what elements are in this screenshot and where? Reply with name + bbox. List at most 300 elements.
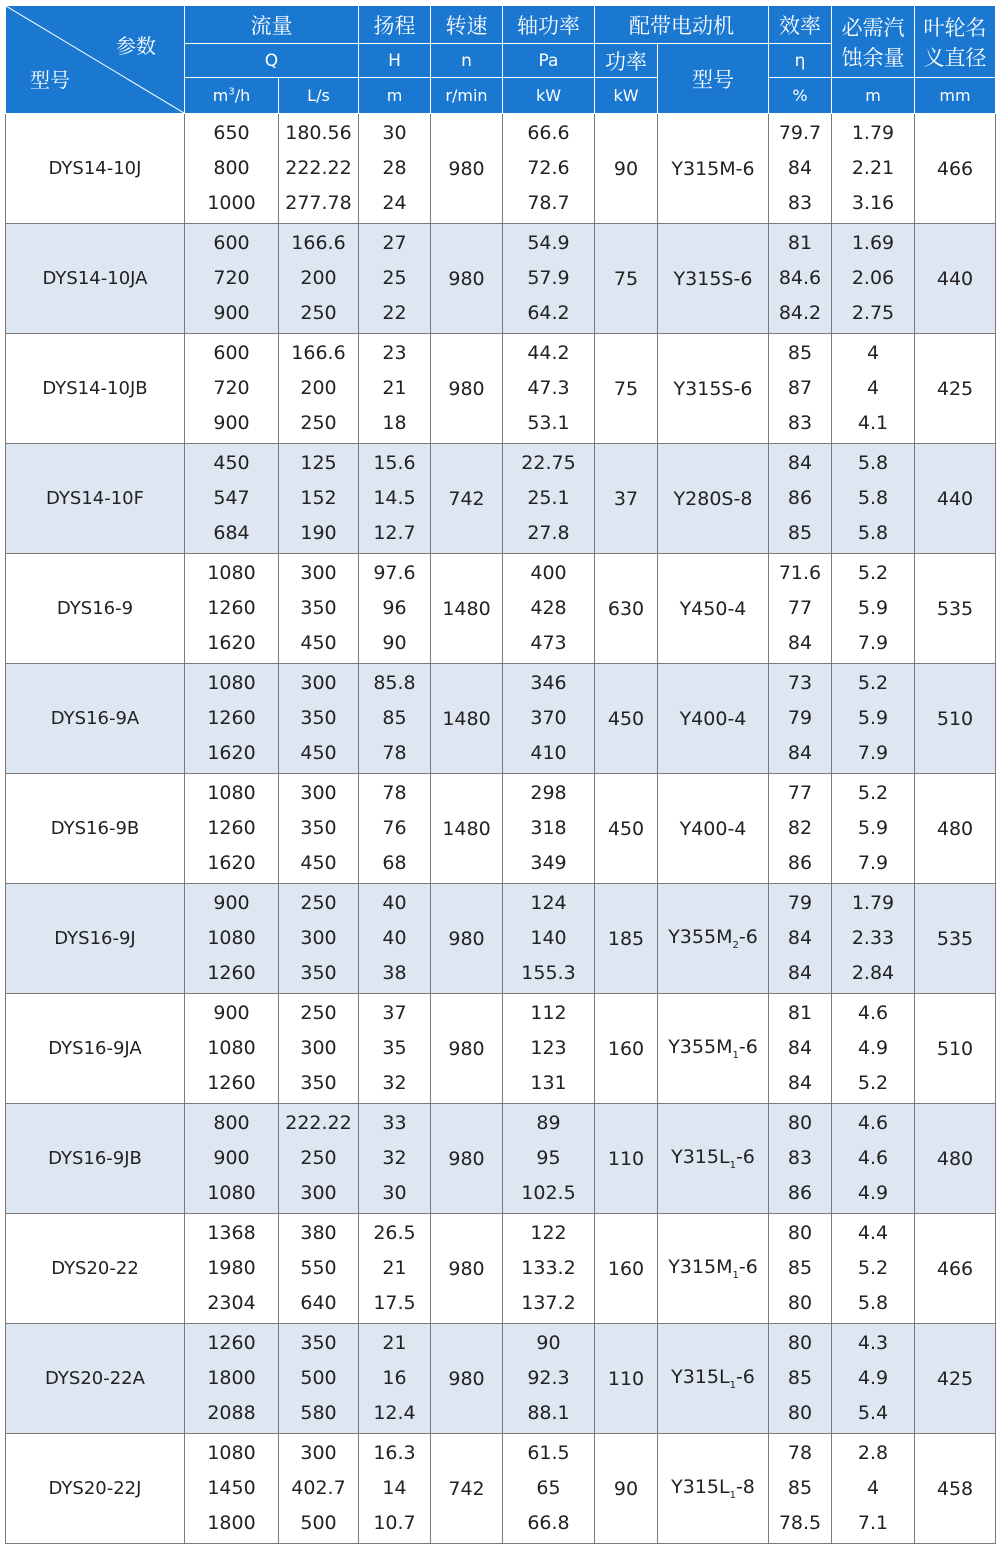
head-cell-value: 10.7 xyxy=(373,1512,416,1534)
head-cell-value: 16 xyxy=(382,1367,407,1389)
head-cell-value: 85 xyxy=(382,707,407,729)
flow-m3h-cell-value: 1260 xyxy=(207,962,256,984)
flow-ls-cell xyxy=(279,224,359,334)
shaft-power-cell-value: 400 xyxy=(530,562,567,584)
flow-ls-cell-value: 300 xyxy=(300,927,337,949)
motor-model-sub: 2 xyxy=(732,939,739,951)
flow-ls-cell-value: 250 xyxy=(300,892,337,914)
npsh-cell-value: 7.1 xyxy=(857,1512,889,1534)
header-efficiency-symbol: η xyxy=(769,44,832,78)
motor-model-base: Y315S xyxy=(673,377,734,400)
flow-ls-cell-value: 300 xyxy=(300,672,337,694)
npsh-cell xyxy=(832,1214,915,1324)
shaft-power-cell-value: 131 xyxy=(530,1072,567,1094)
shaft-power-cell-value: 22.75 xyxy=(521,452,576,474)
head-cell-value: 21 xyxy=(382,1257,407,1279)
motor-model-tail: -8 xyxy=(735,1476,755,1499)
header-speed-unit: r/min xyxy=(431,78,503,114)
flow-m3h-cell xyxy=(185,1214,279,1324)
npsh-cell-value: 4.4 xyxy=(857,1222,889,1244)
shaft-power-cell-value: 44.2 xyxy=(527,342,570,364)
flow-m3h-cell-value: 1080 xyxy=(207,782,256,804)
speed-cell: 980 xyxy=(431,1214,503,1324)
motor-model-tail: -6 xyxy=(738,1256,758,1279)
flow-m3h-cell-value: 684 xyxy=(213,522,250,544)
npsh-cell-value: 1.79 xyxy=(851,122,895,144)
speed-cell: 742 xyxy=(431,1434,503,1544)
shaft-power-cell-value: 61.5 xyxy=(527,1442,570,1464)
table-header xyxy=(6,6,996,114)
flow-ls-cell-value: 300 xyxy=(300,1182,337,1204)
flow-ls-cell-value: 180.56 xyxy=(285,122,352,144)
header-efficiency: 效率 xyxy=(769,6,832,44)
efficiency-cell-value: 84 xyxy=(787,962,813,984)
head-cell-value: 18 xyxy=(382,412,407,434)
impeller-diameter-cell: 535 xyxy=(915,884,996,994)
motor-model-cell xyxy=(658,224,769,334)
header-impeller-line1: 叶轮名 xyxy=(923,15,987,40)
impeller-diameter-cell: 480 xyxy=(915,1104,996,1214)
flow-m3h-cell xyxy=(185,664,279,774)
npsh-cell-value: 4.3 xyxy=(857,1332,889,1354)
efficiency-cell-value: 84 xyxy=(787,1072,813,1094)
flow-ls-cell-value: 350 xyxy=(300,707,337,729)
shaft-power-cell-value: 47.3 xyxy=(527,377,570,399)
motor-model-cell xyxy=(658,114,769,224)
pump-spec-table xyxy=(5,5,996,1544)
table-body xyxy=(6,114,996,1544)
efficiency-cell-value: 71.6 xyxy=(778,562,822,584)
flow-m3h-cell-value: 1080 xyxy=(207,1037,256,1059)
shaft-power-cell-value: 137.2 xyxy=(521,1292,576,1314)
flow-ls-cell-value: 300 xyxy=(300,782,337,804)
npsh-cell-value: 2.33 xyxy=(851,927,895,949)
head-cell xyxy=(359,664,431,774)
efficiency-cell-value: 85 xyxy=(787,342,813,364)
motor-power-cell: 90 xyxy=(595,114,658,224)
motor-power-cell: 450 xyxy=(595,774,658,884)
table-row xyxy=(6,1324,996,1434)
header-efficiency-unit: % xyxy=(769,78,832,114)
npsh-cell-value: 5.2 xyxy=(857,1072,889,1094)
table-row xyxy=(6,994,996,1104)
shaft-power-cell-value: 25.1 xyxy=(527,487,570,509)
shaft-power-cell-value: 54.9 xyxy=(527,232,570,254)
model-cell: DYS14-10JB xyxy=(6,334,185,444)
motor-model-tail: -6 xyxy=(738,926,758,949)
flow-m3h-cell-value: 547 xyxy=(213,487,250,509)
efficiency-cell-value: 77 xyxy=(787,597,813,619)
shaft-power-cell xyxy=(503,1324,595,1434)
flow-ls-cell-value: 450 xyxy=(300,632,337,654)
head-cell-value: 26.5 xyxy=(373,1222,416,1244)
npsh-cell-value: 5.9 xyxy=(857,817,889,839)
npsh-cell xyxy=(832,884,915,994)
efficiency-cell-value: 85 xyxy=(787,1257,813,1279)
efficiency-cell-value: 84 xyxy=(787,157,813,179)
speed-cell: 980 xyxy=(431,334,503,444)
motor-model-tail: -6 xyxy=(738,1036,758,1059)
npsh-cell-value: 2.75 xyxy=(851,302,895,324)
model-cell: DYS16-9 xyxy=(6,554,185,664)
head-cell-value: 97.6 xyxy=(373,562,416,584)
head-cell xyxy=(359,334,431,444)
flow-ls-cell xyxy=(279,664,359,774)
flow-ls-cell-value: 550 xyxy=(300,1257,337,1279)
flow-ls-cell-value: 200 xyxy=(300,267,337,289)
efficiency-cell-value: 84 xyxy=(787,632,813,654)
speed-cell: 980 xyxy=(431,224,503,334)
npsh-cell-value: 5.9 xyxy=(857,597,889,619)
diagonal-divider xyxy=(6,6,184,113)
head-cell-value: 21 xyxy=(382,1332,407,1354)
shaft-power-cell-value: 428 xyxy=(530,597,567,619)
flow-m3h-cell-value: 800 xyxy=(213,157,250,179)
efficiency-cell-value: 86 xyxy=(787,1182,813,1204)
efficiency-cell-value: 79 xyxy=(787,707,813,729)
flow-ls-cell-value: 222.22 xyxy=(285,1112,352,1134)
flow-m3h-cell-value: 1620 xyxy=(207,632,256,654)
table-row xyxy=(6,114,996,224)
table-row xyxy=(6,1214,996,1324)
head-cell-value: 21 xyxy=(382,377,407,399)
head-cell-value: 68 xyxy=(382,852,407,874)
flow-ls-cell-value: 200 xyxy=(300,377,337,399)
head-cell-value: 33 xyxy=(382,1112,407,1134)
flow-ls-cell-value: 450 xyxy=(300,742,337,764)
motor-model-base: Y315S xyxy=(673,267,734,290)
header-flow-unit-ls: L/s xyxy=(279,78,359,114)
efficiency-cell xyxy=(769,1434,832,1544)
npsh-cell xyxy=(832,114,915,224)
motor-model-tail: -4 xyxy=(727,597,747,620)
npsh-cell-value: 4.9 xyxy=(857,1367,889,1389)
header-npsh-line1: 必需汽 xyxy=(841,15,905,40)
flow-ls-cell-value: 580 xyxy=(300,1402,337,1424)
npsh-cell xyxy=(832,554,915,664)
unit-m3h-tail: /h xyxy=(234,86,251,105)
model-cell: DYS16-9JA xyxy=(6,994,185,1104)
flow-m3h-cell xyxy=(185,1434,279,1544)
shaft-power-cell-value: 57.9 xyxy=(527,267,570,289)
npsh-cell xyxy=(832,444,915,554)
npsh-cell-value: 1.69 xyxy=(851,232,895,254)
motor-model-sub: 1 xyxy=(729,1379,736,1391)
flow-m3h-cell-value: 1260 xyxy=(207,597,256,619)
flow-ls-cell xyxy=(279,114,359,224)
efficiency-cell-value: 84.6 xyxy=(778,267,822,289)
shaft-power-cell-value: 140 xyxy=(530,927,567,949)
head-cell-value: 16.3 xyxy=(373,1442,416,1464)
motor-model-base: Y315M xyxy=(671,157,736,180)
head-cell-value: 12.7 xyxy=(373,522,416,544)
header-impeller xyxy=(915,6,996,78)
flow-ls-cell-value: 350 xyxy=(300,962,337,984)
flow-m3h-cell-value: 1450 xyxy=(207,1477,256,1499)
unit-m3h-sup: 3 xyxy=(228,86,235,98)
speed-cell: 1480 xyxy=(431,774,503,884)
head-cell-value: 85.8 xyxy=(373,672,416,694)
efficiency-cell xyxy=(769,664,832,774)
flow-m3h-cell-value: 1620 xyxy=(207,852,256,874)
head-cell-value: 76 xyxy=(382,817,407,839)
header-speed: 转速 xyxy=(431,6,503,44)
npsh-cell-value: 5.8 xyxy=(857,522,889,544)
flow-m3h-cell-value: 900 xyxy=(213,892,250,914)
flow-ls-cell-value: 350 xyxy=(300,597,337,619)
shaft-power-cell xyxy=(503,1434,595,1544)
efficiency-cell-value: 83 xyxy=(787,192,813,214)
npsh-cell-value: 4.6 xyxy=(857,1002,889,1024)
head-cell xyxy=(359,1434,431,1544)
head-cell-value: 96 xyxy=(382,597,407,619)
shaft-power-cell-value: 53.1 xyxy=(527,412,570,434)
flow-m3h-cell-value: 900 xyxy=(213,412,250,434)
npsh-cell-value: 5.2 xyxy=(857,782,889,804)
motor-model-base: Y315L xyxy=(671,1366,730,1389)
flow-ls-cell-value: 350 xyxy=(300,1072,337,1094)
impeller-diameter-cell: 510 xyxy=(915,994,996,1104)
flow-ls-cell xyxy=(279,994,359,1104)
efficiency-cell xyxy=(769,1104,832,1214)
efficiency-cell-value: 85 xyxy=(787,522,813,544)
head-cell-value: 15.6 xyxy=(373,452,416,474)
head-cell-value: 40 xyxy=(382,927,407,949)
npsh-cell xyxy=(832,1434,915,1544)
motor-model-tail: -6 xyxy=(733,377,753,400)
head-cell-value: 78 xyxy=(382,782,407,804)
motor-model-tail: -6 xyxy=(733,267,753,290)
head-cell-value: 14 xyxy=(382,1477,407,1499)
motor-model-cell xyxy=(658,884,769,994)
header-impeller-line2: 义直径 xyxy=(923,45,987,70)
model-cell: DYS14-10J xyxy=(6,114,185,224)
model-cell: DYS14-10F xyxy=(6,444,185,554)
head-cell xyxy=(359,444,431,554)
header-impeller-unit: mm xyxy=(915,78,996,114)
shaft-power-cell-value: 473 xyxy=(530,632,567,654)
npsh-cell-value: 4.6 xyxy=(857,1112,889,1134)
npsh-cell xyxy=(832,1104,915,1214)
shaft-power-cell-value: 298 xyxy=(530,782,567,804)
efficiency-cell-value: 79 xyxy=(787,892,813,914)
head-cell-value: 40 xyxy=(382,892,407,914)
efficiency-cell-value: 86 xyxy=(787,487,813,509)
npsh-cell-value: 5.2 xyxy=(857,1257,889,1279)
shaft-power-cell xyxy=(503,224,595,334)
head-cell xyxy=(359,1214,431,1324)
flow-ls-cell xyxy=(279,774,359,884)
motor-model-sub: 1 xyxy=(732,1269,739,1281)
efficiency-cell-value: 84 xyxy=(787,927,813,949)
efficiency-cell-value: 81 xyxy=(787,232,813,254)
motor-power-cell: 160 xyxy=(595,994,658,1104)
npsh-cell xyxy=(832,224,915,334)
shaft-power-cell xyxy=(503,664,595,774)
efficiency-cell-value: 78 xyxy=(787,1442,813,1464)
speed-cell: 1480 xyxy=(431,664,503,774)
efficiency-cell xyxy=(769,114,832,224)
flow-ls-cell-value: 402.7 xyxy=(291,1477,346,1499)
header-head-unit: m xyxy=(359,78,431,114)
head-cell xyxy=(359,1104,431,1214)
shaft-power-cell-value: 78.7 xyxy=(527,192,570,214)
efficiency-cell-value: 87 xyxy=(787,377,813,399)
table-row xyxy=(6,1104,996,1214)
head-cell xyxy=(359,994,431,1104)
flow-m3h-cell xyxy=(185,114,279,224)
head-cell-value: 24 xyxy=(382,192,407,214)
model-cell: DYS20-22 xyxy=(6,1214,185,1324)
flow-ls-cell-value: 250 xyxy=(300,1147,337,1169)
flow-ls-cell-value: 250 xyxy=(300,302,337,324)
header-shaft-symbol: Pa xyxy=(503,44,595,78)
head-cell-value: 17.5 xyxy=(373,1292,416,1314)
shaft-power-cell-value: 349 xyxy=(530,852,567,874)
head-cell-value: 12.4 xyxy=(373,1402,416,1424)
header-shaft-power: 轴功率 xyxy=(503,6,595,44)
flow-m3h-cell xyxy=(185,334,279,444)
flow-m3h-cell-value: 600 xyxy=(213,342,250,364)
flow-ls-cell xyxy=(279,334,359,444)
efficiency-cell xyxy=(769,334,832,444)
head-cell xyxy=(359,114,431,224)
head-cell-value: 30 xyxy=(382,1182,407,1204)
header-npsh xyxy=(832,6,915,78)
shaft-power-cell-value: 410 xyxy=(530,742,567,764)
flow-m3h-cell-value: 900 xyxy=(213,1002,250,1024)
flow-m3h-cell-value: 1260 xyxy=(207,1332,256,1354)
head-cell xyxy=(359,884,431,994)
head-cell xyxy=(359,1324,431,1434)
motor-power-cell: 75 xyxy=(595,334,658,444)
header-motor-power-unit: kW xyxy=(595,78,658,114)
motor-model-cell xyxy=(658,664,769,774)
efficiency-cell-value: 84.2 xyxy=(778,302,822,324)
npsh-cell-value: 2.21 xyxy=(851,157,895,179)
npsh-cell-value: 2.84 xyxy=(851,962,895,984)
head-cell-value: 25 xyxy=(382,267,407,289)
efficiency-cell-value: 83 xyxy=(787,412,813,434)
flow-ls-cell-value: 152 xyxy=(300,487,337,509)
flow-ls-cell-value: 190 xyxy=(300,522,337,544)
npsh-cell-value: 2.06 xyxy=(851,267,895,289)
impeller-diameter-cell: 480 xyxy=(915,774,996,884)
model-cell: DYS16-9JB xyxy=(6,1104,185,1214)
motor-model-base: Y400 xyxy=(679,707,728,730)
motor-model-cell xyxy=(658,444,769,554)
efficiency-cell-value: 80 xyxy=(787,1332,813,1354)
flow-m3h-cell-value: 2088 xyxy=(207,1402,256,1424)
shaft-power-cell-value: 95 xyxy=(536,1147,561,1169)
flow-ls-cell xyxy=(279,1104,359,1214)
impeller-diameter-cell: 440 xyxy=(915,444,996,554)
model-cell: DYS16-9A xyxy=(6,664,185,774)
shaft-power-cell xyxy=(503,884,595,994)
shaft-power-cell xyxy=(503,334,595,444)
npsh-cell-value: 5.2 xyxy=(857,672,889,694)
flow-ls-cell-value: 222.22 xyxy=(285,157,352,179)
head-cell xyxy=(359,224,431,334)
motor-model-cell xyxy=(658,554,769,664)
shaft-power-cell-value: 89 xyxy=(536,1112,561,1134)
flow-ls-cell-value: 380 xyxy=(300,1222,337,1244)
speed-cell: 1480 xyxy=(431,554,503,664)
impeller-diameter-cell: 458 xyxy=(915,1434,996,1544)
motor-model-cell xyxy=(658,994,769,1104)
motor-power-cell: 75 xyxy=(595,224,658,334)
motor-model-tail: -6 xyxy=(735,157,755,180)
shaft-power-cell-value: 66.6 xyxy=(527,122,570,144)
flow-m3h-cell-value: 1260 xyxy=(207,1072,256,1094)
flow-m3h-cell xyxy=(185,884,279,994)
header-corner-top: 参数 xyxy=(116,34,156,58)
head-cell-value: 32 xyxy=(382,1147,407,1169)
efficiency-cell xyxy=(769,994,832,1104)
flow-ls-cell xyxy=(279,1214,359,1324)
flow-ls-cell-value: 300 xyxy=(300,562,337,584)
table-row xyxy=(6,884,996,994)
efficiency-cell-value: 85 xyxy=(787,1477,813,1499)
shaft-power-cell-value: 133.2 xyxy=(521,1257,576,1279)
shaft-power-cell-value: 370 xyxy=(530,707,567,729)
efficiency-cell-value: 85 xyxy=(787,1367,813,1389)
flow-ls-cell-value: 300 xyxy=(300,1037,337,1059)
motor-model-base: Y450 xyxy=(679,597,728,620)
efficiency-cell-value: 80 xyxy=(787,1112,813,1134)
head-cell-value: 38 xyxy=(382,962,407,984)
flow-ls-cell-value: 300 xyxy=(300,1442,337,1464)
motor-model-base: Y280S xyxy=(673,487,734,510)
flow-m3h-cell-value: 1620 xyxy=(207,742,256,764)
header-head: 扬程 xyxy=(359,6,431,44)
model-cell: DYS20-22J xyxy=(6,1434,185,1544)
efficiency-cell xyxy=(769,884,832,994)
shaft-power-cell xyxy=(503,1104,595,1214)
npsh-cell-value: 4 xyxy=(866,1477,880,1499)
shaft-power-cell-value: 65 xyxy=(536,1477,561,1499)
table-row xyxy=(6,1434,996,1544)
flow-m3h-cell-value: 1080 xyxy=(207,927,256,949)
efficiency-cell-value: 80 xyxy=(787,1222,813,1244)
head-cell-value: 90 xyxy=(382,632,407,654)
flow-m3h-cell xyxy=(185,224,279,334)
flow-m3h-cell xyxy=(185,994,279,1104)
efficiency-cell-value: 84 xyxy=(787,742,813,764)
flow-m3h-cell-value: 450 xyxy=(213,452,250,474)
flow-m3h-cell-value: 1080 xyxy=(207,1442,256,1464)
header-motor: 配带电动机 xyxy=(595,6,769,44)
flow-m3h-cell-value: 900 xyxy=(213,302,250,324)
efficiency-cell-value: 80 xyxy=(787,1402,813,1424)
flow-m3h-cell-value: 1260 xyxy=(207,817,256,839)
speed-cell: 742 xyxy=(431,444,503,554)
motor-model-base: Y400 xyxy=(679,817,728,840)
shaft-power-cell-value: 124 xyxy=(530,892,567,914)
impeller-diameter-cell: 535 xyxy=(915,554,996,664)
shaft-power-cell-value: 27.8 xyxy=(527,522,570,544)
head-cell-value: 14.5 xyxy=(373,487,416,509)
efficiency-cell-value: 73 xyxy=(787,672,813,694)
flow-m3h-cell xyxy=(185,1324,279,1434)
header-head-symbol: H xyxy=(359,44,431,78)
flow-ls-cell-value: 350 xyxy=(300,1332,337,1354)
flow-ls-cell-value: 500 xyxy=(300,1367,337,1389)
flow-m3h-cell xyxy=(185,444,279,554)
shaft-power-cell-value: 90 xyxy=(536,1332,561,1354)
impeller-diameter-cell: 510 xyxy=(915,664,996,774)
flow-m3h-cell-value: 1800 xyxy=(207,1367,256,1389)
